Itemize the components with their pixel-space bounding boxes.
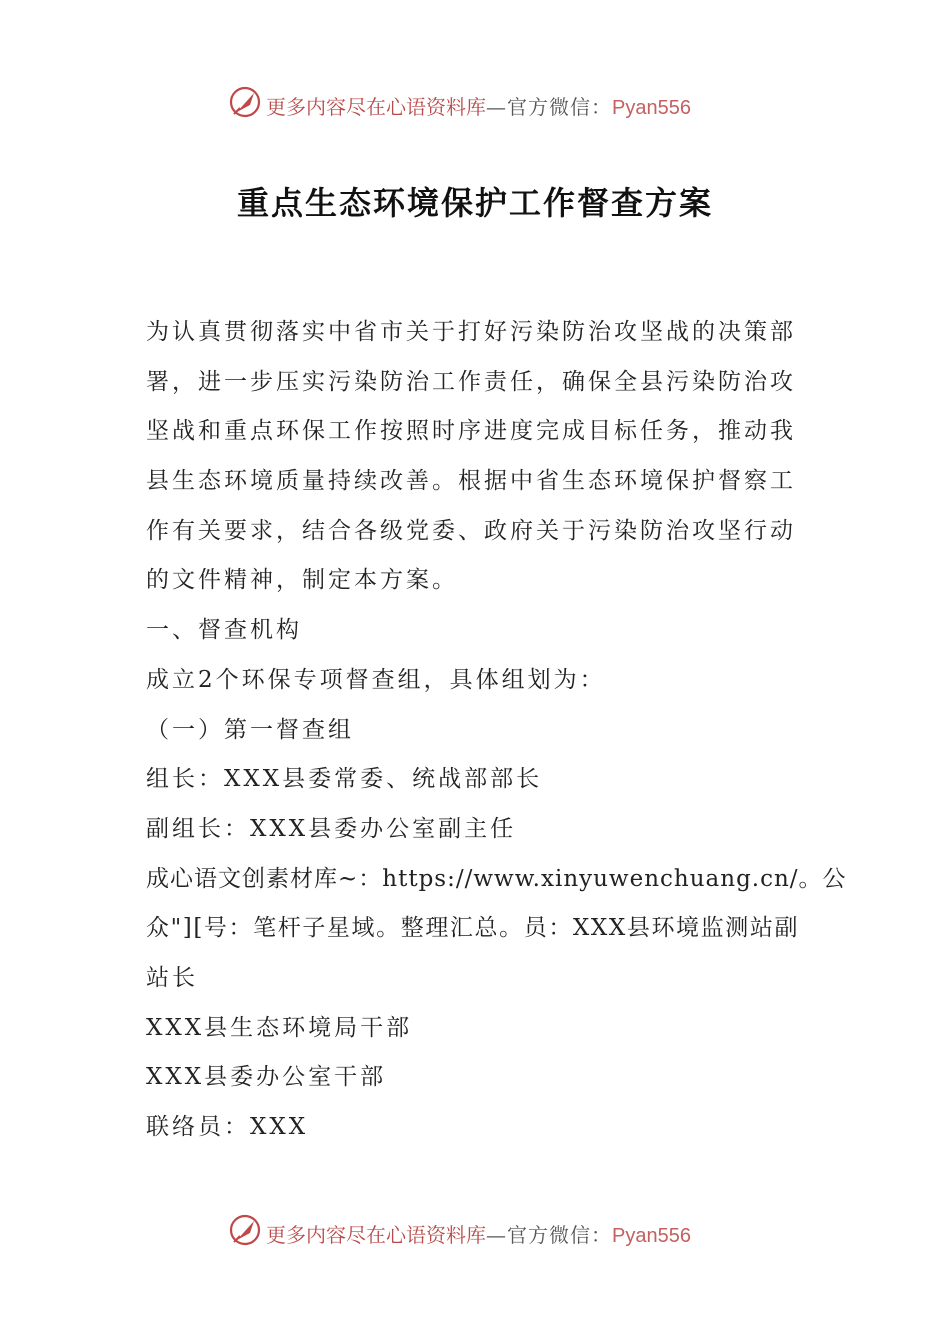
body-line: 坚战和重点环保工作按照时序进度完成目标任务，推动我: [146, 418, 796, 445]
body-line: 站长: [146, 964, 198, 991]
body-line: 副组长：XXX县委办公室副主任: [146, 815, 517, 842]
subsection-heading: （一）第一督查组: [146, 716, 354, 743]
body-line: XXX县生态环境局干部: [146, 1014, 413, 1041]
header-banner: [0, 85, 950, 125]
document-body: [146, 308, 847, 1153]
body-line: 为认真贯彻落实中省市关于打好污染防治攻坚战的决策部: [146, 319, 796, 345]
body-line: 作有关要求，结合各级党委、政府关于污染防治攻坚行动: [146, 517, 796, 544]
banner-promo-text: 更多内容尽在心语资料库: [266, 95, 486, 119]
footer-banner: [0, 1213, 950, 1253]
body-line: 组长：XXX县委常委、统战部部长: [146, 766, 543, 793]
body-line: 县生态环境质量持续改善。根据中省生态环境保护督察工: [146, 468, 796, 495]
section-heading: 一、督查机构: [146, 617, 302, 644]
body-line: 联络员：XXX: [146, 1114, 309, 1140]
banner-wechat-id: Pyan556: [612, 1225, 691, 1247]
quill-logo-icon: [228, 85, 262, 119]
header-banner-text: [266, 91, 691, 120]
body-line: 的文件精神，制定本方案。: [146, 567, 458, 594]
quill-logo-icon: [228, 1213, 262, 1247]
body-line: 众"][号：笔杆子星域。整理汇总。员：XXX县环境监测站副: [146, 915, 800, 942]
footer-banner-text: [266, 1219, 691, 1248]
document-title: 重点生态环境保护工作督查方案: [236, 184, 713, 222]
banner-wechat-label: —官方微信：: [486, 1223, 612, 1247]
body-line: 署，进一步压实污染防治工作责任，确保全县污染防治攻: [146, 368, 796, 395]
body-line: 成心语文创素材库~：https://www.xinyuwenchuang.cn/。公: [146, 865, 847, 892]
banner-wechat-id: Pyan556: [612, 97, 691, 119]
banner-promo-text: 更多内容尽在心语资料库: [266, 1223, 486, 1247]
body-line: 成立2个环保专项督查组，具体组划为：: [146, 666, 606, 693]
banner-wechat-label: —官方微信：: [486, 95, 612, 119]
body-line: XXX县委办公室干部: [146, 1064, 387, 1091]
